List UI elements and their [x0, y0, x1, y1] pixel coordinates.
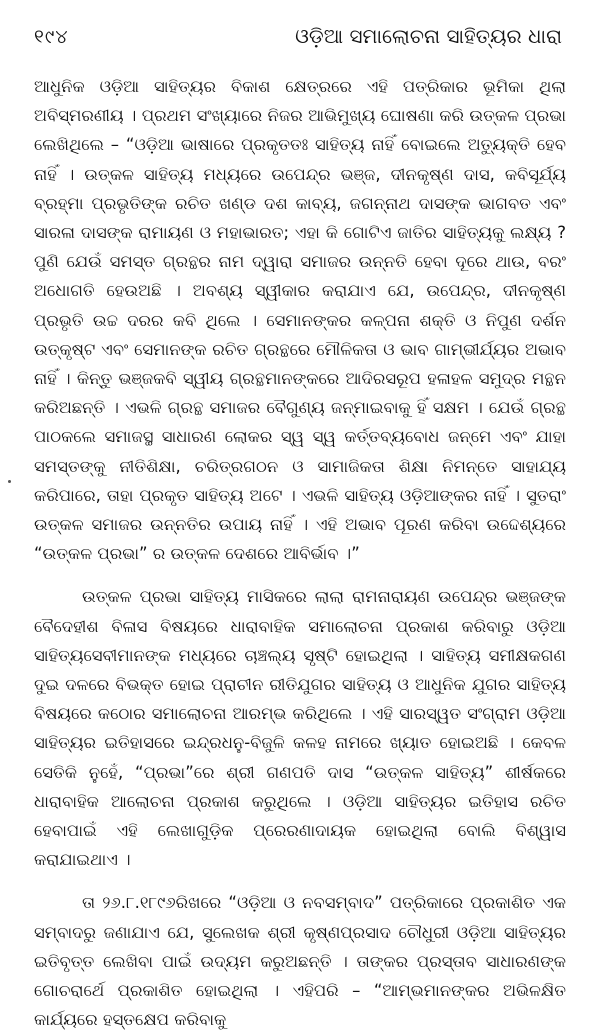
paragraph-3: ତା ୨୬.୮.୧୮୯୬ରିଖରେ “ଓଡ଼ିଆ ଓ ନବସମ୍ବାଦ” ପତ୍ରିକାରେ ପ୍ରକାଶିତ ଏକ ସମ୍ବାଦରୁ ଜଣାଯାଏ ଯେ, ସୁଲେଖକ ଶ୍ରୀ କୃଷ୍ଣପ୍ରସାଦ ଚୌଧୁରୀ ଓଡ଼ିଆ ସାହିତ୍ୟର ଇତିବୃତ୍ତ ଲେଖିବା ପାଇଁ ଉଦ୍ୟମ କରୁଅଛନ୍ତି । ତାଙ୍କର ପ୍ରସ୍ତାବ ସାଧାରଣଙ୍କ ଗୋଚରାର୍ଥେ ପ୍ରକାଶିତ ହୋଇଥିଲା । ଏହିପରି – “ଆମ୍ଭମାନଙ୍କର ଅଭିଳକ୍ଷିତ କାର୍ଯ୍ୟରେ ହସ୍ତକ୍ଷେପ କରିବାକୁ — [34, 893, 566, 1030]
paragraph-2: ଉତ୍କଳ ପ୍ରଭା ସାହିତ୍ୟ ମାସିକରେ ଲାଲା ରାମନାରାୟଣ ଉପେନ୍ଦ୍ର ଭଞ୍ଜଙ୍କ ବୈଦେହୀଶ ବିଳାସ ବିଷୟରେ ଧାରାବାହିକ ସମାଲୋଚନା ପ୍ରକାଶ କରିବାରୁ ଓଡ଼ିଆ ସାହିତ୍ୟସେବୀମାନଙ୍କ ମଧ୍ୟରେ ଚାଞ୍ଚଲ୍ୟ ସୃଷ୍ଟି ହୋଇଥିଲା । ସାହିତ୍ୟ ସମୀକ୍ଷକଗଣ ଦୁଇ ଦଳରେ ବିଭକ୍ତ ହୋଇ ପ୍ରାଚୀନ ରୀତିଯୁଗର ସାହିତ୍ୟ ଓ ଆଧୁନିକ ଯୁଗର ସାହିତ୍ୟ ବିଷୟରେ କଠୋର ସମାଲୋଚନା ଆରମ୍ଭ କରିଥିଲେ । ଏହି ସାରସ୍ୱତ ସଂଗ୍ରାମ ଓଡ଼ିଆ ସାହିତ୍ୟର ଇତିହାସରେ ଇନ୍ଦ୍ରଧନୁ-ବିଜୁଳି କଳହ ନାମରେ ଖ୍ୟାତ ହୋଇଅଛି । କେବଳ ସେତିକି ନୁହେଁ, “ପ୍ରଭା”ରେ ଶ୍ରୀ ଗଣପତି ଦାସ “ଉତ୍କଳ ସାହିତ୍ୟ” ଶୀର୍ଷକରେ ଧାରାବାହିକ ଆଲୋଚନା ପ୍ରକାଶ କରୁଥିଲେ । ଓଡ଼ିଆ ସାହିତ୍ୟର ଇତିହାସ ରଚିତ ହେବାପାଇଁ ଏହି ଲେଖାଗୁଡ଼ିକ ପ୍ରେରଣାଦାୟକ ହୋଇଥିଲା ବୋଲି ବିଶ୍ୱାସ କରାଯାଇଥାଏ । — [34, 587, 566, 870]
stray-ink-dot — [8, 480, 11, 483]
page-header — [34, 24, 566, 54]
running-title: ଓଡ଼ିଆ ସମାଲୋଚନା ସାହିତ୍ୟର ଧାରା — [295, 24, 562, 48]
page-number: ୧୯୪ — [34, 26, 69, 48]
paragraph-1: ଆଧୁନିକ ଓଡ଼ିଆ ସାହିତ୍ୟର ବିକାଶ କ୍ଷେତ୍ରରେ ଏହି ପତ୍ରିକାର ଭୂମିକା ଥିଲା ଅବିସ୍ମରଣୀୟ । ପ୍ରଥମ ସଂଖ୍ୟାରେ ନିଜର ଆଭିମୁଖ୍ୟ ଘୋଷଣା କରି ଉତ୍କଳ ପ୍ରଭା ଲେଖିଥିଲେ – “ଓଡ଼ିଆ ଭାଷାରେ ପ୍ରକୃତତଃ ସାହିତ୍ୟ ନାହିଁ ବୋଇଲେ ଅତ୍ୟୁକ୍ତି ହେବ ନାହିଁ । ଉତ୍କଳ ସାହିତ୍ୟ ମଧ୍ୟରେ ଉପେନ୍ଦ୍ର ଭଞ୍ଜ, ଦୀନକୃଷ୍ଣ ଦାସ, କବିସୂର୍ଯ୍ୟ ବ୍ରହ୍ମା ପ୍ରଭୃତିଙ୍କ ରଚିତ ଖଣ୍ଡ ଦଶ କାବ୍ୟ, ଜଗନ୍ନାଥ ଦାସଙ୍କ ଭାଗବତ ଏବଂ ସାରଳା ଦାସଙ୍କ ରାମାୟଣ ଓ ମହାଭାରତ; ଏହା କି ଗୋଟିଏ ଜାତିର ସାହିତ୍ୟକୁ ଲକ୍ଷ୍ୟ ? ପୁଣି ଯେଉଁ ସମସ୍ତ ଗ୍ରନ୍ଥର ନାମ ଦ୍ୱାରା ସମାଜର ଉନ୍ନତି ହେବା ଦୂରେ ଥାଉ, ବରଂ ଅଧୋଗତି ହେଉଅଛି । ଅବଶ୍ୟ ସ୍ୱୀକାର କରାଯାଏ ଯେ, ଉପେନ୍ଦ୍ର, ଦୀନକୃଷ୍ଣ ପ୍ରଭୃତି ଉଚ୍ଚ ଦରର କବି ଥିଲେ । ସେମାନଙ୍କର କଳ୍ପନା ଶକ୍ତି ଓ ନିପୁଣ ଦର୍ଶନ ଉତ୍କୃଷ୍ଟ ଏବଂ ସେମାନଙ୍କ ରଚିତ ଗ୍ରନ୍ଥରେ ମୌଳିକତା ଓ ଭାବ ଗାମ୍ଭୀର୍ଯ୍ୟର ଅଭାବ ନାହିଁ । କିନ୍ତୁ ଭଞ୍ଜକବି ସ୍ୱୀୟ ଗ୍ରନ୍ଥମାନଙ୍କରେ ଆଦିରସରୂପ ହଳାହଳ ସମୁଦ୍ର ମନ୍ଥନ କରିଅଛନ୍ତି । ଏଭଳି ଗ୍ରନ୍ଥ ସମାଜର ବୈଗୁଣ୍ୟ ଜନ୍ମାଇବାକୁ ହିଁ ସକ୍ଷମ । ଯେଉଁ ଗ୍ରନ୍ଥ ପାଠକଲେ ସମାଜସ୍ଥ ସାଧାରଣ ଲୋକର ସ୍ୱ ସ୍ୱ କର୍ତ୍ତବ୍ୟବୋଧ ଜନ୍ମେ ଏବଂ ଯାହା ସମସ୍ତଙ୍କୁ ନୀତିଶିକ୍ଷା, ଚରିତ୍ରଗଠନ ଓ ସାମାଜିକତା ଶିକ୍ଷା ନିମନ୍ତେ ସାହାଯ୍ୟ କରିପାରେ, ତାହା ପ୍ରକୃତ ସାହିତ୍ୟ ଅଟେ । ଏଭଳି ସାହିତ୍ୟ ଓଡ଼ିଆଙ୍କର ନାହିଁ । ସୁତରାଂ ଉତ୍କଳ ସମାଜର ଉନ୍ନତିର ଉପାୟ ନାହିଁ । ଏହି ଅଭାବ ପୂରଣ କରିବା ଉଦ୍ଦେଶ୍ୟରେ “ଉତ୍କଳ ପ୍ରଭା” ର ଉତ୍କଳ ଦେଶରେ ଆବିର୍ଭାବ ।” — [34, 77, 566, 564]
